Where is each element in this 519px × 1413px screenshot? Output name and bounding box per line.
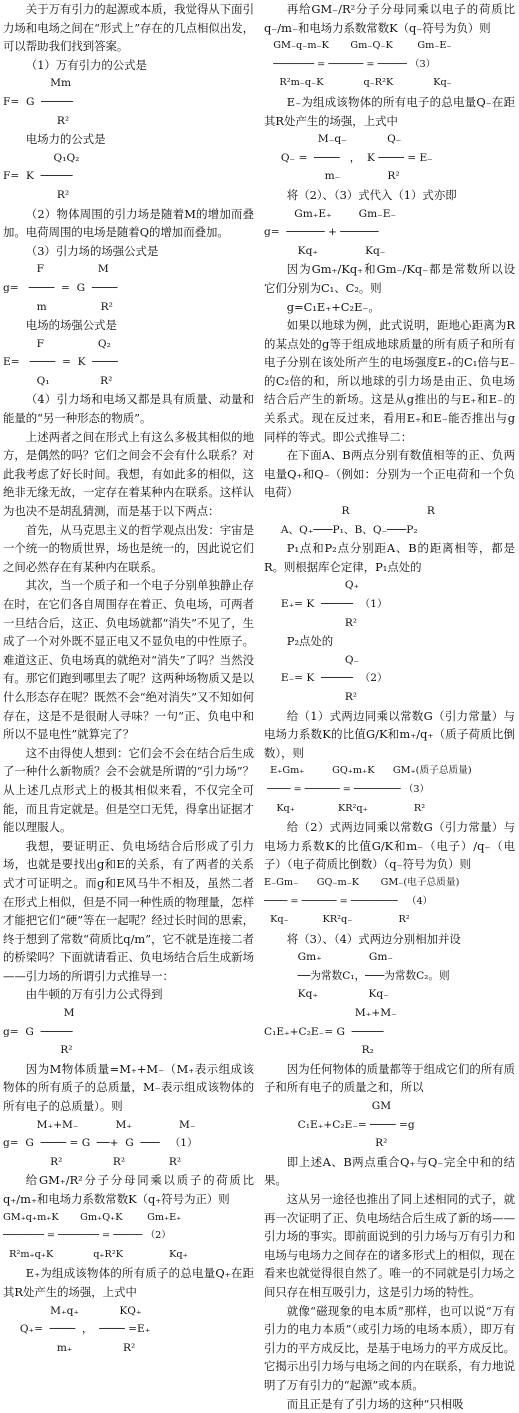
equation-line: m R² xyxy=(3,300,113,313)
paragraph: g=C₁E₊+C₂E₋。 xyxy=(286,299,380,314)
equation-line: M₋q₋ Q₋ xyxy=(264,133,402,146)
paragraph: 电场力的公式是 xyxy=(25,132,106,147)
paragraph: （4）引力场和电场又都是具有质量、动量和能量的“另一种形态的物质”。 xyxy=(3,392,254,426)
equation-line: M₊q₊ KQ₊ xyxy=(3,1304,142,1317)
equation-line: F= G ───── xyxy=(3,95,74,108)
paragraph: 将（2）、（3）式代入（1）式亦即 xyxy=(286,187,457,202)
paragraph: 如果以地球为例，此式说明，距地心距离为R的某点处的g等于组成地球质量的所有质子和所有电子分别在该处所产生的电场强度E₊的C₁倍与E₋的C₂倍的和，所以地球的引力场是由正、负电场结合后产生的新场。这是从g推出的与E₊和E₋的关系式。现在反过来，看用E₊和E₋能否推出与g同样的等式。即公式推导二： xyxy=(264,318,515,444)
equation-line: Kq₋ KR²q₋ R² xyxy=(264,914,410,926)
equation-line: Kq₊ Kq₋ xyxy=(264,988,389,1001)
equation-line: A、Q₊───P₁、B、Q₋───P₂ xyxy=(264,523,418,536)
paragraph: 上述两者之间在形式上有这么多极其相似的地方，是偶然的吗？它们之间会不会有什么联系？对此我考虑了好长时间。我想，有如此多的相似，这绝非无缘无故，一定存在着某种内在联系。这样认为也决不是胡乱猜测，而是基于以下两点： xyxy=(3,429,254,519)
paragraph: 由牛顿的万有引力公式得到 xyxy=(25,987,163,1002)
equation-line: M₊+M₋ M₊ M₋ xyxy=(3,1118,196,1131)
paragraph: E₊为组成该物体的所有质子的总电量Q₊在距其R处产生的场强，上式中 xyxy=(3,1266,254,1299)
paragraph: （2）物体周围的引力场是随着M的增加而叠加。电荷周围的电场是随着Q的增加而叠加。 xyxy=(3,206,254,240)
equation-line: ──── = ────── = ──────── （4） xyxy=(264,895,433,907)
paragraph: 其次，当一个质子和一个电子分别单独静止存在时，在它们各自周围存在着正、负电场，可两者一旦结合后，这正、负电场就都“消失”不见了，生成了一个对外既不显正电又不显负电的中性原子。难道这正、负电场真的就绝对“消失”了吗？当然没有。那它们跑到哪里去了呢？这两种场物质又是以什么形态存在呢？既然不会“绝对消失”又不知如何存在，这是不是很耐人寻味？一句“正、负电中和所以不显电性”就算完了？ xyxy=(3,578,254,742)
equation-line: g= ────── + ────── xyxy=(264,226,379,239)
equation-line: F Q₂ xyxy=(3,337,111,350)
equation-line: GM xyxy=(264,1100,392,1113)
equation-line: R² xyxy=(3,188,70,201)
equation-line: F M xyxy=(3,263,109,276)
paragraph: 因为M物体质量=M₊+M₋（M₊表示组成该物体的所有质子的总质量，M₋表示组成该物体的所有电子的总质量）。则 xyxy=(3,1061,254,1114)
paragraph: 而且正是有了引力场的这种“只相吸 xyxy=(286,1396,464,1411)
equation-line: g= ──── = G ──── xyxy=(3,281,118,294)
equation-line: R² R² R² xyxy=(3,1155,182,1168)
equation-line: Q₋ = ──── ， K ──── = E₋ xyxy=(264,151,433,164)
equation-line: F= K ───── xyxy=(3,170,73,183)
equation-line: Mm xyxy=(3,77,72,90)
equation-line: m₊ R² xyxy=(3,1341,136,1354)
paragraph: 给（2）式两边同乘以常数G（引力常量）与电场力系数K的比值G/K和m₋（电子）/q₋（电子）（电子荷质比倒数）（q₋符号为负）则 xyxy=(264,820,515,872)
equation-line: R² xyxy=(264,616,358,629)
paragraph: （3）引力场的场强公式是 xyxy=(25,243,159,258)
paragraph: 我想，要证明正、负电场结合后形成了引力场，也就是要找出g和E的关系，有了两者的关系式才可证明之。而g和E风马牛不相及，虽然二者在形式上相似，但是不同一种性质的物理量，怎样才能把它们“硬”等在一起呢？经过长时间的思索，终于想到了常数“荷质比q/m”，它不就是连接二者的桥梁吗？下面就请看正、负电场结合后生成新场——引力场的所谓引力式推导一： xyxy=(3,838,254,983)
paragraph: 首先，从马克思主义的哲学观点出发：宇宙是一个统一的物质世界，场也是统一的，因此说它们之间必然存在有某种内在联系。 xyxy=(3,522,254,574)
paragraph: 关于万有引力的起源或本质，我觉得从下面引力场和电场之间在“形式上”存在的几点相似出发，可以帮助我们找到答案。 xyxy=(3,2,254,54)
equation-line: C₁E₊+C₂E₋= G ───── xyxy=(264,1025,384,1038)
equation-line: m₋ R² xyxy=(264,170,400,183)
paragraph: 将（3）、（4）式两边分别相加并设 xyxy=(286,931,461,946)
equation-line: Gm₊E₊ Gm₋E₋ xyxy=(264,207,397,220)
equation-line: E₋= K ───── （2） xyxy=(264,672,388,685)
paragraph: 电场的场强公式是 xyxy=(25,318,117,333)
equation-line: M xyxy=(3,1007,75,1020)
equation-line: R² xyxy=(264,1137,388,1150)
equation-line: ──── = ────── = ──────── （3） xyxy=(264,783,430,795)
equation-line: Gm₊ Gm₋ xyxy=(264,951,394,964)
paragraph: 即上述A、B两点重合Q₊与Q₋完全中和的结果。 xyxy=(264,1154,515,1188)
equation-line: Kq₊ Kq₋ xyxy=(264,244,386,257)
equation-line: g= G ──── = G ──+ G ─── （1） xyxy=(3,1137,198,1150)
equation-line: g= G ───── xyxy=(3,1025,73,1038)
equation-line: Q₁ R² xyxy=(3,374,113,387)
paragraph: P₂点处的 xyxy=(286,634,334,649)
equation-line: R₂ xyxy=(264,1044,374,1057)
paragraph: 再给GM₋/R²分子分母同乘以电子的荷质比q₋/m₋和电场力系数常数K（q₋符号为负）则 xyxy=(264,2,515,35)
equation-line: Q₊= ──── ， ──── =E₊ xyxy=(3,1323,151,1336)
equation-line: Q₊ xyxy=(264,579,360,592)
paragraph: 这从另一途径也推出了同上述相同的式子，就再一次证明了正、负电场结合后生成了新的场——引力场的事实。即前面说到的引力场与万有引力和电场与电场力之间存在的诸多形式上的相似，现在看来也就觉得很自然了。唯一的不同就是引力场之间只存在相互吸引力，这是引力场的特性。 xyxy=(264,1192,515,1299)
equation-line: R² xyxy=(3,114,70,127)
paragraph: 给GM₊/R²分子分母同乘以质子的荷质比q₊/m₊和电场力系数常数K（q₊符号为正）则 xyxy=(3,1173,254,1206)
left-column xyxy=(3,0,254,1357)
paragraph: 这不由得使人想到：它们会不会在结合后生成了一种什么新物质？会不会就是所谓的“引力场”？从上述几点形式上的极其相似来看，不仅完全可能，而且肯定就是。但是空口无凭，得拿出证据才能以理服人。 xyxy=(3,745,254,835)
equation-line: C₁E₊+C₂E₋= ──── =g xyxy=(264,1118,415,1131)
equation-line: ─────── = ────── = ───── （3） xyxy=(264,58,436,70)
equation-line: R² xyxy=(3,1044,73,1057)
equation-line: ─────── = ─────── = ───── （2） xyxy=(3,1230,171,1242)
equation-line: E₊= K ───── （1） xyxy=(264,598,388,610)
paragraph: 给（1）式两边同乘以常数G（引力常量）与电场力系数K的比值G/K和m₊/q₊（质子荷质比倒数），则 xyxy=(264,708,515,760)
equation-line: ──为常数C₁，───为常数C₂。则 xyxy=(264,969,450,982)
paragraph: P₁点和P₂点分别距A、B的距离相等，都是R。则根据库仑定律，P₁点处的 xyxy=(264,541,515,574)
equation-line: R²m₊q₊K q₊R²K Kq₊ xyxy=(3,1248,188,1260)
equation-line: Kq₊ KR²q₊ R² xyxy=(264,802,426,814)
paragraph: 就像“磁现象的电本质”那样，也可以说“万有引力的电力本质”（或引力场的电场本质），即万有引力的平方成反比，是基于电场力的平方成反比。它揭示出引力场与电场之间的内在联系，有力地说明了万有引力的“起源”或本质。 xyxy=(264,1303,515,1392)
equation-line: E= ──── = K ──── xyxy=(3,356,118,369)
paragraph: 因为任何物体的质量都等于组成它们的所有质子和所有电子的质量之和，所以 xyxy=(264,1061,515,1095)
equation-line: M₊+M₋ xyxy=(264,1007,397,1020)
equation-line: R² xyxy=(264,690,358,703)
paragraph: E₋为组成该物体的所有电子的总电量Q₋在距其R处产生的场强，上式中 xyxy=(264,94,515,128)
paragraph: （1）万有引力的公式是 xyxy=(25,57,147,72)
equation-line: Q₋ xyxy=(264,653,360,666)
equation-line: Q₁Q₂ xyxy=(3,151,80,164)
equation-line: E₋Gm₋ GQ₋m₋K GM₋(电子总质量) xyxy=(264,876,460,888)
equation-line: R²m₋q₋K q₋R²K Kq₋ xyxy=(264,77,452,89)
right-column xyxy=(264,0,515,1413)
paragraph: 在下面A、B两点分别有数值相等的正、负两电量Q₊和Q₋（例如：分别为一个正电荷和一个负电荷） xyxy=(264,448,515,500)
equation-line: GM₊q₊m₊K Gm₊Q₊K Gm₊E₊ xyxy=(3,1211,182,1223)
equation-line: E₊Gm₊ GQ₊m₊K GM₊(质子总质量) xyxy=(264,765,472,777)
equation-line: R R xyxy=(264,505,435,518)
paragraph: 因为Gm₊/Kq₊和Gm₋/Kq₋都是常数所以设它们分别为C₁、C₂。则 xyxy=(264,262,515,295)
equation-line: GM₋q₋m₋K Gm₋Q₋K Gm₋E₋ xyxy=(264,40,452,52)
